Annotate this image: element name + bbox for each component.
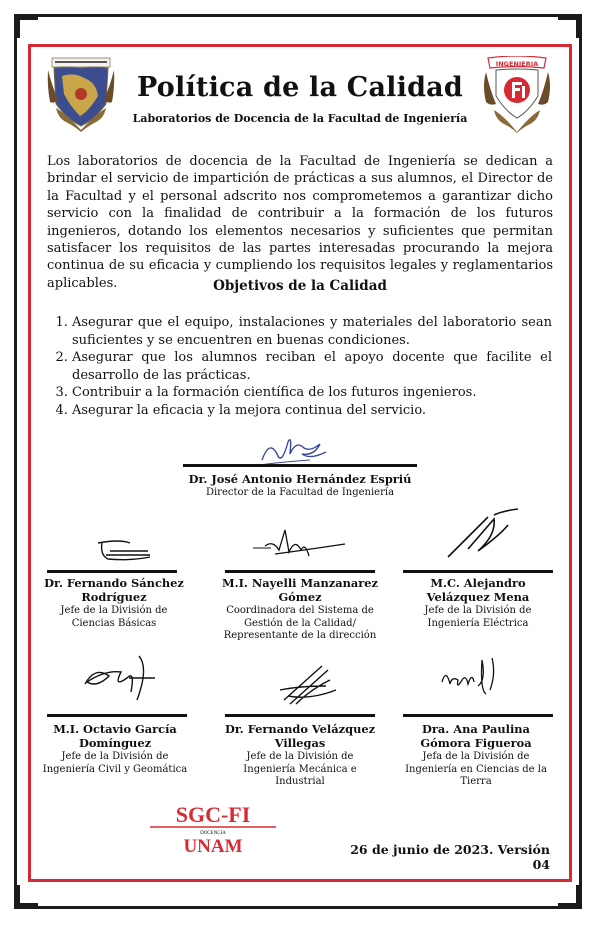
frame-corner	[17, 17, 38, 38]
signature-gomora	[432, 650, 512, 705]
signature-block-velazquez-villegas	[220, 722, 380, 789]
signature-block-sanchez	[44, 576, 184, 630]
signatory-name: Dra. Ana Paulina Gómora Figueroa	[420, 722, 532, 750]
signature-line	[47, 570, 177, 573]
signature-line	[225, 570, 375, 573]
objective-item: 1. Asegurar que el equipo, instalaciones y materiales del laboratorio sean suficientes y se encuentren en buenas condiciones.	[72, 314, 552, 349]
signatory-role: Director de la Facultad de Ingeniería	[205, 487, 395, 498]
unam-coat-of-arms-icon	[46, 56, 116, 134]
director-signature	[240, 430, 340, 475]
policy-paragraph: Los laboratorios de docencia de la Facultad de Ingeniería se dedican a brindar el servicio de impartición de prácticas a sus alumnos, el Director de la Facultad y el personal adscrito nos comprometemos a garantizar dicho servicio con la finalidad de contribuir a la formación de los futuros ingenieros, dotando los elementos necesarios y suficientes que permitan satisfacer los requisitos de las partes interesadas procurando la mejora continua de su eficacia y cumpliendo los requisitos legales y reglamentarios aplicables.	[47, 154, 553, 291]
objective-item: 4. Asegurar la eficacia y la mejora continua del servicio.	[72, 402, 552, 420]
signature-sanchez	[90, 535, 170, 570]
signature-velazquez-villegas	[270, 660, 350, 710]
signatory-role: Coordinadora del Sistema de Gestión de la Calidad/ Representante de la dirección	[223, 605, 377, 641]
logo-middle-text: DOCENCIA	[200, 831, 226, 836]
signature-block-gomora	[396, 722, 556, 789]
seal-text: INGENIERIA	[495, 60, 539, 68]
objectives-list	[62, 314, 552, 419]
sgc-fi-logo	[148, 800, 278, 860]
signature-line	[183, 464, 417, 467]
signature-line	[403, 714, 553, 717]
frame-corner	[558, 885, 579, 906]
signatory-name: M.I. Octavio García Domínguez	[53, 722, 177, 750]
signature-line	[47, 714, 187, 717]
logo-top-text: SGC-FI	[175, 802, 251, 827]
objective-item: 2. Asegurar que los alumnos reciban el apoyo docente que facilite el desarrollo de las prácticas.	[72, 349, 552, 384]
signatory-name: Dr. José Antonio Hernández Espriú	[188, 472, 412, 486]
signature-block-manzanarez	[220, 576, 380, 643]
objective-item: 3. Contribuir a la formación científica de los futuros ingenieros.	[72, 384, 552, 402]
objectives-title: Objetivos de la Calidad	[213, 278, 387, 294]
signatory-name: Dr. Fernando Sánchez Rodríguez	[44, 576, 184, 604]
signature-garcia	[75, 648, 165, 708]
page-title: Política de la Calidad	[137, 72, 463, 103]
ingenieria-coat-of-arms-icon	[482, 56, 552, 134]
signatory-role: Jefe de la División de Ingeniería Eléctrica	[424, 605, 532, 629]
signature-line	[403, 570, 553, 573]
logo-bottom-text: UNAM	[183, 836, 243, 857]
frame-corner	[17, 885, 38, 906]
signatory-name: M.C. Alejandro Velázquez Mena	[426, 576, 530, 604]
date-version: 26 de junio de 2023. Versión 04	[350, 842, 550, 872]
signatory-role: Jefe de la División de Ingeniería Mecánica e Industrial	[243, 751, 357, 787]
signatory-name: M.I. Nayelli Manzanarez Gómez	[222, 576, 378, 604]
signature-manzanarez	[245, 520, 355, 572]
signature-block-garcia	[40, 722, 190, 776]
signature-block-velazquez-mena	[400, 576, 556, 630]
signatory-role: Jefa de la División de Ingeniería en Ciencias de la Tierra	[405, 751, 547, 787]
signatory-role: Jefe de la División de Ingeniería Civil y Geomática	[42, 751, 188, 775]
page-subtitle: Laboratorios de Docencia de la Facultad de Ingeniería	[132, 112, 468, 125]
signatory-role: Jefe de la División de Ciencias Básicas	[60, 605, 168, 629]
signatory-name: Dr. Fernando Velázquez Villegas	[224, 722, 376, 750]
signature-line	[225, 714, 375, 717]
director-signature-block	[150, 472, 450, 500]
frame-corner	[558, 17, 579, 38]
signature-velazquez-mena	[438, 505, 528, 565]
